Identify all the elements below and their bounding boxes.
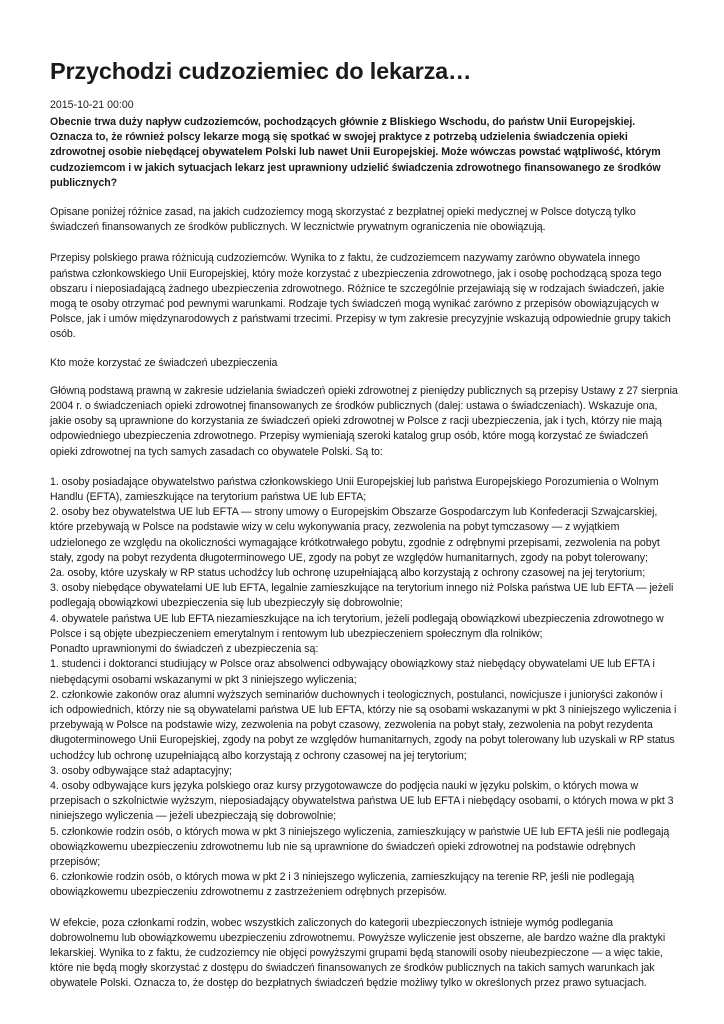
- list-item: 2. osoby bez obywatelstwa UE lub EFTA — strony umowy o Europejskim Obszarze Gospodarczym lub Konfederacji Szwajcarskiej, które przebywają w Polsce na podstawie wizy w celu wykonywania pracy, zezwolenia na pobyt tymczasowy — z wyjątkiem udzielonego ze względu na okoliczności wymagające krótkotrwałego pobytu, zgodnie z odrębnymi przepisami, zezwolenia na pobyt stały, zgody na pobyt rezydenta długoterminowego UE, zgody na pobyt ze względów humanitarnych, zgody na pobyt tolerowany;: [50, 506, 660, 564]
- article-lead: Obecnie trwa duży napływ cudzoziemców, pochodzących głównie z Bliskiego Wschodu, do państw Unii Europejskiej. Oznacza to, że również polscy lekarze mogą się spotkać w swojej praktyce z potrzebą udzielenia świadczenia opieki zdrowotnej osobie niebędącej obywatelem Polski lub nawet Unii Europejskiej. Może wówczas powstać wątpliwość, którym cudzoziemcom i w jakich sytuacjach lekarz jest uprawniony udzielić świadczenia zdrowotnego finansowanego ze środków publicznych?: [50, 116, 661, 189]
- list-item: 4. osoby odbywające kurs języka polskiego oraz kursy przygotowawcze do podjęcia nauki w języku polskim, o których mowa w przepisach o szkolnictwie wyższym, nieposiadający obywatelstwa państwa UE lub EFTA i niebędący osobami, o których mowa w pkt 3 niniejszego wyliczenia — jeżeli ubezpieczają się dobrowolnie;: [50, 779, 674, 823]
- list-item: 3. osoby niebędące obywatelami UE lub EFTA, legalnie zamieszkujące na terytorium innego niż Polska państwa UE lub EFTA — jeżeli podlegają obowiązkowi ubezpieczenia się lub ubezpieczyły się dobrowolnie;: [50, 582, 674, 610]
- section-heading: Kto może korzystać ze świadczeń ubezpieczenia: [50, 356, 278, 369]
- list-item: 2a. osoby, które uzyskały w RP status uchodźcy lub ochronę uzupełniającą albo korzystają z ochrony czasowej na jej terytorium;: [50, 567, 646, 580]
- list-item: 5. członkowie rodzin osób, o których mowa w pkt 3 niniejszego wyliczenia, zamieszkujący w państwie UE lub EFTA jeśli nie podlegają obowiązkowemu ubezpieczeniu zdrowotnemu lub nie są uprawnione do świadczeń opieki zdrowotnej na podstawie odrębnych przepisów;: [50, 825, 670, 868]
- list-item: 3. osoby odbywające staż adaptacyjny;: [50, 764, 232, 777]
- paragraph-conclusion: W efekcie, poza członkami rodzin, wobec wszystkich zaliczonych do kategorii ubezpieczonych istnieje wymóg podlegania dobrowolnemu lub obowiązkowemu ubezpieczeniu zdrowotnemu. Powyższe wyliczenie jest obszerne, ale bardzo ważne dla praktyki lekarskiej. Wynika to z faktu, że cudzoziemcy nie objęci powyższymi grupami będą stanowili osoby nieubezpieczone — a więc takie, które nie będą mogły skorzystać z dostępu do świadczeń finansowanych ze środków publicznych na takich samych warunkach jak obywatele Polski. Oznacza to, że dostęp do bezpłatnych świadczeń będzie możliwy tylko w określonych przez prawo sytuacjach.: [50, 916, 666, 990]
- list-subheading: Ponadto uprawnionymi do świadczeń z ubezpieczenia są:: [50, 643, 319, 656]
- article-date: 2015-10-21 00:00: [50, 99, 134, 111]
- paragraph-legal-basis: Główną podstawą prawną w zakresie udzielania świadczeń opieki zdrowotnej z pieniędzy publicznych są przepisy Ustawy z 27 sierpnia 2004 r. o świadczeniach opieki zdrowotnej finansowanych ze środków publicznych (dalej: ustawa o świadczeniach). Wskazuje ona, jakie osoby są uprawnione do korzystania ze świadczeń opieki zdrowotnej w Polsce z racji ubezpieczenia, jak i tych, którzy nie mają odpowiedniego ubezpieczenia zdrowotnego. Przepisy wymieniają szeroki katalog grup osób, które mogą korzystać ze świadczeń opieki zdrowotnej na tych samych zasadach co obywatele Polski. Są to:: [50, 384, 678, 458]
- paragraph-differences: Przepisy polskiego prawa różnicują cudzoziemców. Wynika to z faktu, że cudzoziemcem nazywamy zarówno obywatela innego państwa członkowskiego Unii Europejskiej, który może korzystać z ubezpieczenia zdrowotnego, jak i osobę pochodzącą spoza tego obszaru i nieposiadającą żadnego ubezpieczenia zdrowotnego. Różnice te szczególnie przejawiają się w rodzajach świadczeń, jakie mogą te osoby otrzymać pod pewnymi warunkami. Rodzaje tych świadczeń mogą wynikać zarówno z przepisów obowiązujących w Polsce, jak i umów międzynarodowych z państwami trzecimi. Przepisy w tym zakresie precyzyjnie wskazują odpowiednie grupy takich osób.: [50, 252, 671, 341]
- list-item: 4. obywatele państwa UE lub EFTA niezamieszkujące na ich terytorium, jeżeli podlegają obowiązkowi ubezpieczenia zdrowotnego w Polsce i są objęte ubezpieczeniem emerytalnym i rentowym lub ubezpieczeniem społecznym dla rolników;: [50, 612, 664, 640]
- list-item: 2. członkowie zakonów oraz alumni wyższych seminariów duchownych i teologicznych, postulanci, nowicjusze i junioryści zakonów i ich odpowiednich, którzy nie są obywatelami państwa UE lub EFTA, którzy nie są osobami wskazanymi w pkt 3 niniejszego wyliczenia i przebywają w Polsce na podstawie wizy, zezwolenia na pobyt czasowy, zezwolenia na pobyt stały, zezwolenia na pobyt rezydenta długoterminowego Unii Europejskiej, zgody na pobyt ze względów humanitarnych, zgody na pobyt tolerowany lub uzyskali w RP status uchodźcy lub ochronę uzupełniającą albo korzystają z ochrony czasowej na jej terytorium;: [50, 688, 677, 762]
- list-item: 1. osoby posiadające obywatelstwo państwa członkowskiego Unii Europejskiej lub państwa Europejskiego Porozumienia o Wolnym Handlu (EFTA), zamieszkujące na terytorium państwa UE lub EFTA;: [50, 475, 659, 504]
- list-item: 6. członkowie rodzin osób, o których mowa w pkt 2 i 3 niniejszego wyliczenia, zamieszkujący na terenie RP, jeśli nie podlegają obowiązkowemu ubezpieczeniu zdrowotnemu z zastrzeżeniem odrębnych przepisów.: [50, 871, 635, 899]
- paragraph-scope: Opisane poniżej różnice zasad, na jakich cudzoziemcy mogą skorzystać z bezpłatnej opieki medycznej w Polsce dotyczą tylko świadczeń finansowanych ze środków publicznych. W lecznictwie prywatnym ograniczenia nie obowiązują.: [50, 206, 636, 234]
- eligibility-list: [50, 475, 678, 901]
- article-title: Przychodzi cudzoziemiec do lekarza…: [50, 58, 472, 84]
- article: [50, 56, 678, 992]
- list-item: 1. studenci i doktoranci studiujący w Polsce oraz absolwenci odbywający obowiązkowy staż niebędący obywatelami UE lub EFTA i niebędącymi osobami wskazanymi w pkt 3 niniejszego wyliczenia;: [50, 658, 655, 686]
